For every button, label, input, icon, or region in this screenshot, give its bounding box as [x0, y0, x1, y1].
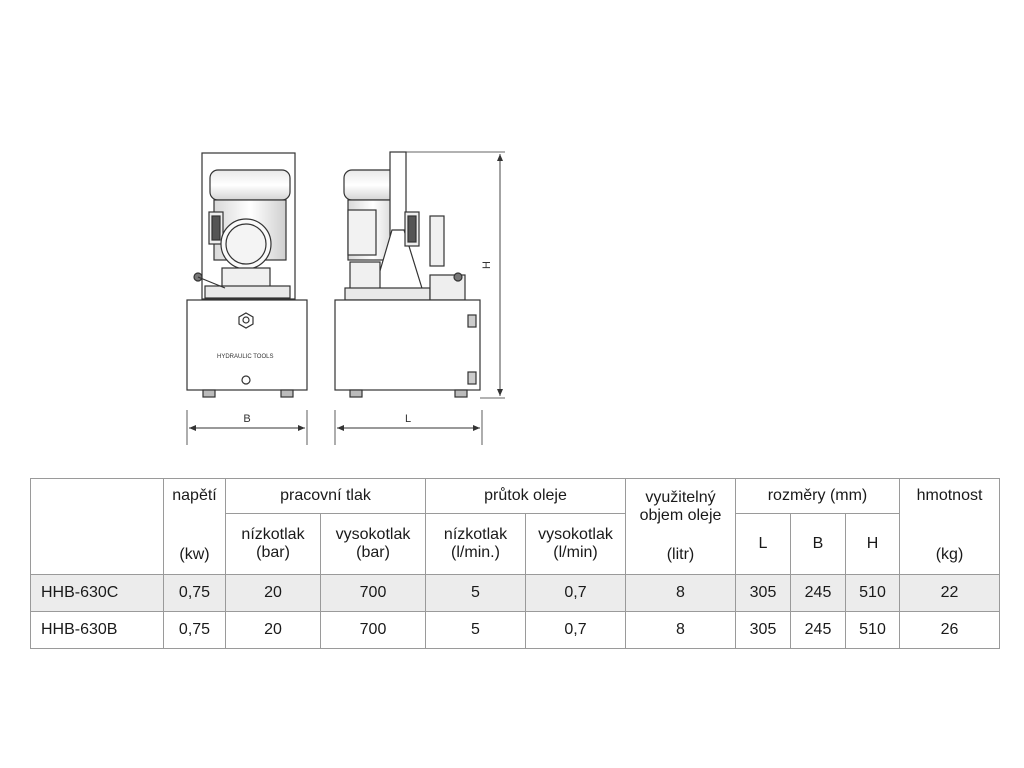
high-pressure-label: vysokotlak: [335, 525, 411, 543]
dim-b-label: B: [243, 413, 251, 425]
header-weight-unit: (kg): [900, 536, 1000, 575]
header-flow: průtok oleje: [426, 479, 626, 514]
cell-low-flow: 5: [426, 574, 526, 611]
cell-high-pressure: 700: [321, 574, 426, 611]
usable-line2: objem oleje: [639, 507, 722, 525]
header-usable-volume: [626, 479, 736, 536]
cell-dim-b: 245: [791, 611, 846, 648]
cell-low-pressure: 20: [226, 611, 321, 648]
cell-power: 0,75: [164, 574, 226, 611]
weight-spacer: [900, 514, 1000, 536]
header-weight: hmotnost: [900, 479, 1000, 514]
table-row: [31, 611, 1000, 648]
cell-high-flow: 0,7: [526, 611, 626, 648]
low-pressure-unit: (bar): [256, 543, 290, 561]
cell-model: HHB-630C: [31, 574, 164, 611]
header-usable-unit: (litr): [626, 536, 736, 575]
cell-high-pressure: 700: [321, 611, 426, 648]
cell-volume: 8: [626, 574, 736, 611]
cell-low-pressure: 20: [226, 574, 321, 611]
panel-text: HYDRAULIC TOOLS: [217, 354, 274, 360]
header-high-flow: [526, 514, 626, 575]
dim-l-label: L: [404, 413, 412, 425]
cell-dim-h: 510: [846, 611, 900, 648]
cell-model: HHB-630B: [31, 611, 164, 648]
header-dim-l: L: [736, 514, 791, 575]
header-dimensions: rozměry (mm): [736, 479, 900, 514]
cell-weight: 26: [900, 611, 1000, 648]
header-pressure: pracovní tlak: [226, 479, 426, 514]
dim-h-label: H: [481, 261, 493, 269]
high-pressure-unit: (bar): [356, 543, 390, 561]
voltage-spacer: [164, 514, 226, 536]
low-pressure-label: nízkotlak: [241, 525, 305, 543]
cell-volume: 8: [626, 611, 736, 648]
cell-dim-h: 510: [846, 574, 900, 611]
spec-table: [30, 478, 1000, 649]
usable-line1: využitelný: [645, 489, 716, 507]
cell-low-flow: 5: [426, 611, 526, 648]
header-voltage: napětí: [164, 479, 226, 514]
front-view: [187, 153, 307, 445]
header-voltage-unit: (kw): [164, 536, 226, 575]
low-flow-label: nízkotlak: [443, 525, 508, 543]
header-dim-b: B: [791, 514, 846, 575]
cell-high-flow: 0,7: [526, 574, 626, 611]
cell-dim-b: 245: [791, 574, 846, 611]
cell-dim-l: 305: [736, 611, 791, 648]
side-view: [335, 152, 505, 445]
header-low-flow: [426, 514, 526, 575]
header-high-pressure: [321, 514, 426, 575]
header-model: [31, 479, 164, 575]
cell-power: 0,75: [164, 611, 226, 648]
header-low-pressure: [226, 514, 321, 575]
high-flow-unit: (l/min): [553, 543, 598, 561]
high-flow-label: vysokotlak: [538, 525, 613, 543]
table-row: [31, 574, 1000, 611]
header-dim-h: H: [846, 514, 900, 575]
low-flow-unit: (l/min.): [451, 543, 500, 561]
cell-dim-l: 305: [736, 574, 791, 611]
cell-weight: 22: [900, 574, 1000, 611]
